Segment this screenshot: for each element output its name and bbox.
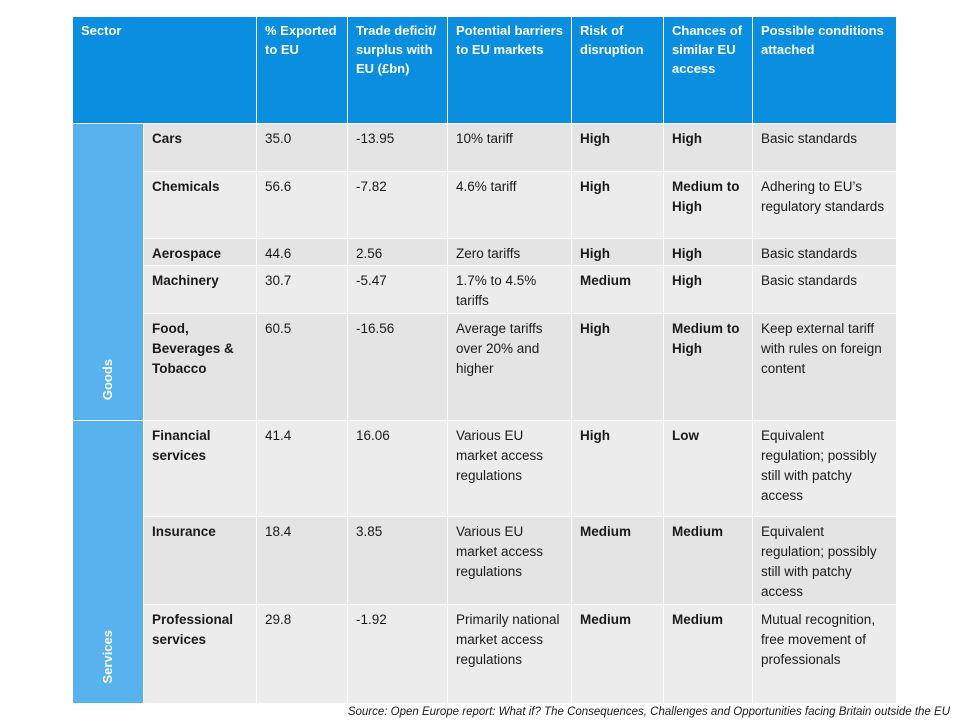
cell-barriers: Various EU market access regulations xyxy=(448,420,572,516)
table-row xyxy=(73,604,897,703)
cell-chances: Medium to High xyxy=(664,313,753,420)
header-exported: % Exported to EU xyxy=(257,17,348,124)
cell-conditions: Equivalent regulation; possibly still with patchy access xyxy=(753,517,897,604)
cell-trade: -7.82 xyxy=(348,172,448,239)
cell-exported: 29.8 xyxy=(257,604,348,703)
cell-trade: -13.95 xyxy=(348,124,448,172)
cell-trade: 2.56 xyxy=(348,239,448,266)
cell-sector: Insurance xyxy=(144,517,257,604)
cell-barriers: Various EU market access regulations xyxy=(448,517,572,604)
cell-risk: High xyxy=(572,239,664,266)
cell-exported: 60.5 xyxy=(257,313,348,420)
cell-chances: Medium xyxy=(664,517,753,604)
group-services-label: Services xyxy=(100,629,115,683)
group-goods-label: Goods xyxy=(100,358,115,400)
cell-exported: 56.6 xyxy=(257,172,348,239)
table-row xyxy=(73,420,897,516)
cell-sector: Aerospace xyxy=(144,239,257,266)
cell-risk: High xyxy=(572,172,664,239)
cell-trade: 16.06 xyxy=(348,420,448,516)
cell-exported: 44.6 xyxy=(257,239,348,266)
cell-conditions: Basic standards xyxy=(753,239,897,266)
table-row xyxy=(73,313,897,420)
cell-exported: 18.4 xyxy=(257,517,348,604)
cell-risk: High xyxy=(572,124,664,172)
table-row xyxy=(73,124,897,172)
cell-chances: High xyxy=(664,239,753,266)
cell-chances: Medium to High xyxy=(664,172,753,239)
header-sector: Sector xyxy=(73,17,257,124)
group-goods xyxy=(73,124,144,421)
cell-chances: Low xyxy=(664,420,753,516)
cell-barriers: 4.6% tariff xyxy=(448,172,572,239)
cell-sector: Machinery xyxy=(144,266,257,313)
cell-barriers: 1.7% to 4.5% tariffs xyxy=(448,266,572,313)
table-row xyxy=(73,517,897,604)
cell-conditions: Adhering to EU’s regulatory standards xyxy=(753,172,897,239)
header-trade: Trade deficit/ surplus with EU (£bn) xyxy=(348,17,448,124)
cell-risk: Medium xyxy=(572,266,664,313)
table-row xyxy=(73,239,897,266)
sector-table xyxy=(72,16,897,704)
cell-sector: Chemicals xyxy=(144,172,257,239)
header-risk: Risk of disruption xyxy=(572,17,664,124)
header-conditions: Possible conditions attached xyxy=(753,17,897,124)
header-chances: Chances of similar EU access xyxy=(664,17,753,124)
table-row xyxy=(73,266,897,313)
cell-conditions: Basic standards xyxy=(753,124,897,172)
cell-sector: Food, Beverages & Tobacco xyxy=(144,313,257,420)
cell-conditions: Mutual recognition, free movement of professionals xyxy=(753,604,897,703)
cell-barriers: Zero tariffs xyxy=(448,239,572,266)
cell-exported: 30.7 xyxy=(257,266,348,313)
cell-sector: Cars xyxy=(144,124,257,172)
cell-trade: 3.85 xyxy=(348,517,448,604)
cell-trade: -16.56 xyxy=(348,313,448,420)
cell-chances: Medium xyxy=(664,604,753,703)
header-row xyxy=(73,17,897,124)
cell-trade: -5.47 xyxy=(348,266,448,313)
cell-barriers: Primarily national market access regulations xyxy=(448,604,572,703)
source-caption: Source: Open Europe report: What if? The Consequences, Challenges and Opportunities facing Britain outside the EU xyxy=(347,706,950,718)
cell-risk: High xyxy=(572,420,664,516)
cell-barriers: Average tariffs over 20% and higher xyxy=(448,313,572,420)
cell-sector: Financial services xyxy=(144,420,257,516)
cell-chances: High xyxy=(664,266,753,313)
cell-conditions: Keep external tariff with rules on foreign content xyxy=(753,313,897,420)
cell-risk: Medium xyxy=(572,604,664,703)
group-services xyxy=(73,420,144,703)
cell-chances: High xyxy=(664,124,753,172)
cell-exported: 41.4 xyxy=(257,420,348,516)
table-row xyxy=(73,172,897,239)
header-barriers: Potential barriers to EU markets xyxy=(448,17,572,124)
cell-exported: 35.0 xyxy=(257,124,348,172)
cell-sector: Professional services xyxy=(144,604,257,703)
cell-conditions: Basic standards xyxy=(753,266,897,313)
cell-conditions: Equivalent regulation; possibly still with patchy access xyxy=(753,420,897,516)
cell-trade: -1.92 xyxy=(348,604,448,703)
cell-barriers: 10% tariff xyxy=(448,124,572,172)
cell-risk: Medium xyxy=(572,517,664,604)
cell-risk: High xyxy=(572,313,664,420)
